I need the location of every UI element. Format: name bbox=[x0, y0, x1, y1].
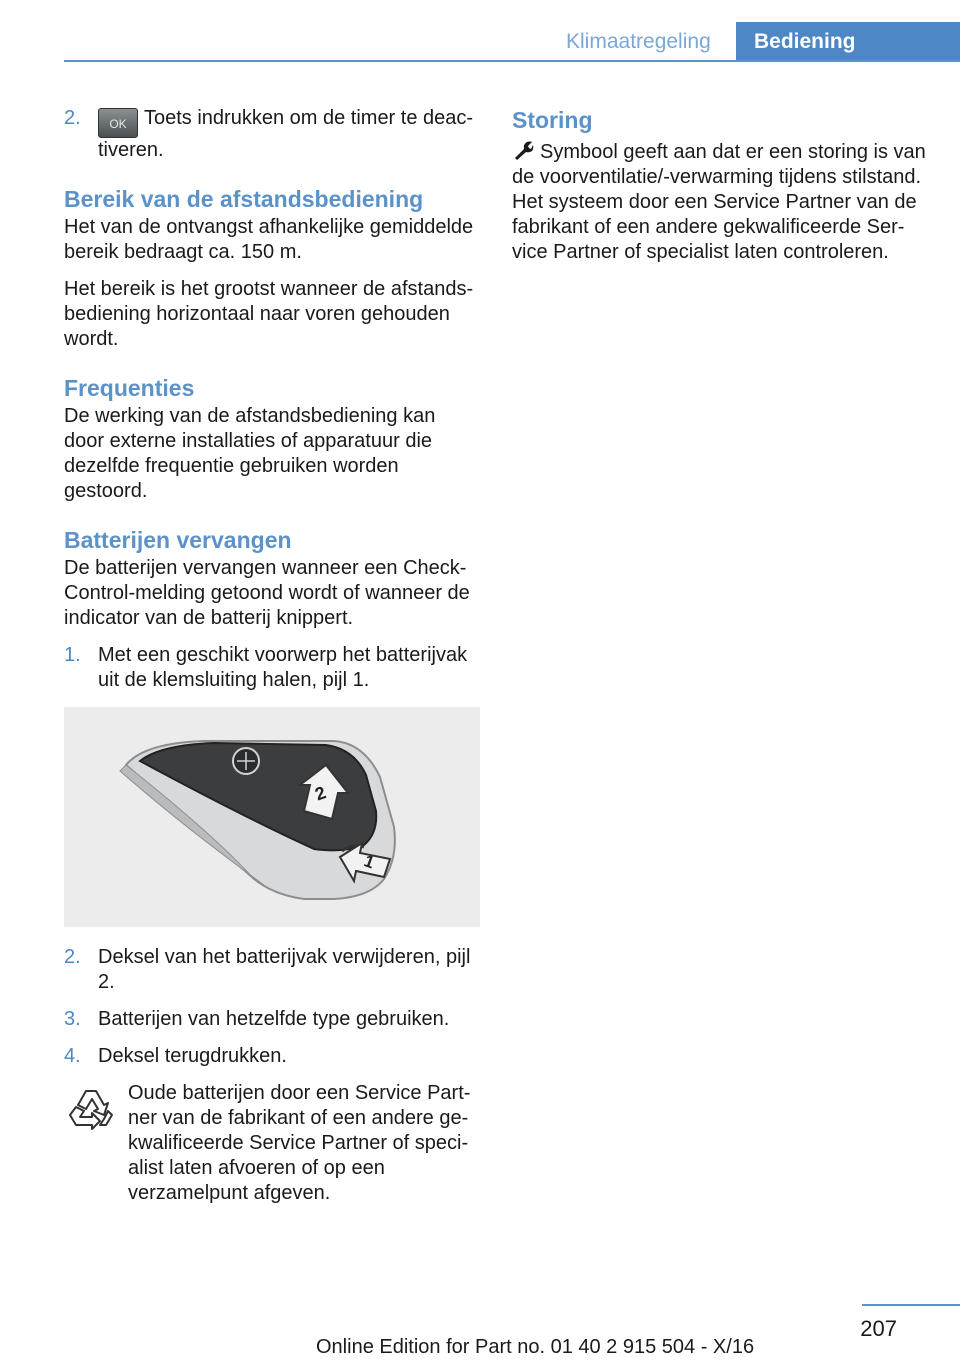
header-chapter-tab: Bediening bbox=[736, 22, 960, 62]
step-number: 3. bbox=[64, 1008, 81, 1030]
malfunction-heading: Storing bbox=[512, 107, 593, 133]
step-number: 1. bbox=[64, 644, 81, 666]
step-text: Deksel terugdrukken. bbox=[98, 1045, 287, 1067]
car-key-image bbox=[64, 707, 480, 927]
edition-text: Online Edition for Part no. 01 40 2 915 504 - X/16 bbox=[316, 1336, 755, 1358]
key-battery-illustration bbox=[64, 707, 480, 927]
arrow-2-label: 2 bbox=[312, 782, 329, 805]
ok-button-icon: OK bbox=[98, 108, 138, 138]
range-paragraph-2: Het bereik is het grootst wanneer de afstandsbediening horizontaal naar voren gehouden wordt. bbox=[64, 278, 474, 350]
header-rule bbox=[64, 60, 960, 62]
malfunction-text: Symbool geeft aan dat er een storing is van de voorventilatie/-verwarming tijdens stilstand. Het systeem door een Service Partner van de fabrikant of een andere gekwalificeerde Service Partner of specialist laten controleren. bbox=[512, 141, 926, 263]
battery-step-3 bbox=[64, 1007, 480, 1032]
battery-step-1 bbox=[64, 643, 480, 693]
battery-step-2 bbox=[64, 945, 480, 995]
step-number: 2. bbox=[64, 946, 81, 968]
left-column bbox=[64, 106, 480, 1206]
batteries-heading: Batterijen vervangen bbox=[64, 527, 292, 553]
range-paragraph-1: Het van de ontvangst afhankelijke gemiddelde bereik bedraagt ca. 150 m. bbox=[64, 216, 474, 263]
page-number: 207 bbox=[860, 1316, 897, 1341]
range-heading: Bereik van de afstandsbediening bbox=[64, 186, 424, 212]
step-ok-item bbox=[64, 106, 480, 163]
malfunction-paragraph bbox=[512, 140, 932, 265]
step-text: Toets indrukken om de timer te deactiveren. bbox=[98, 107, 474, 161]
recycle-icon bbox=[64, 1085, 118, 1139]
step-text: Met een geschikt voorwerp het batterijvak uit de klemsluiting halen, pijl 1. bbox=[98, 644, 468, 691]
footer-rule bbox=[862, 1304, 960, 1306]
frequencies-heading: Frequenties bbox=[64, 375, 195, 401]
header-section: Klimaatregeling bbox=[566, 30, 711, 53]
frequencies-paragraph: De werking van de afstandsbediening kan door externe installaties of apparatuur die dezelfde frequentie gebruiken worden gestoord. bbox=[64, 405, 436, 502]
step-number: 4. bbox=[64, 1045, 81, 1067]
note-text: Oude batterijen door een Service Partner van de fabrikant of een andere gekwalificeerde Service Partner of specialist laten afvoeren of op een verzamelpunt afgeven. bbox=[128, 1082, 471, 1204]
step-text: Batterijen van hetzelfde type gebruiken. bbox=[98, 1008, 450, 1030]
step-number: 2. bbox=[64, 107, 81, 129]
environment-note bbox=[64, 1081, 480, 1206]
step-text: Deksel van het batterijvak verwijderen, pijl 2. bbox=[98, 946, 471, 993]
wrench-icon bbox=[512, 140, 534, 160]
battery-step-4 bbox=[64, 1044, 480, 1069]
arrow-1-label: 1 bbox=[361, 851, 377, 873]
right-column bbox=[512, 106, 932, 277]
batteries-paragraph: De batterijen vervangen wanneer een Check-Control-melding getoond wordt of wanneer de indicator van de batterij knippert. bbox=[64, 557, 470, 629]
